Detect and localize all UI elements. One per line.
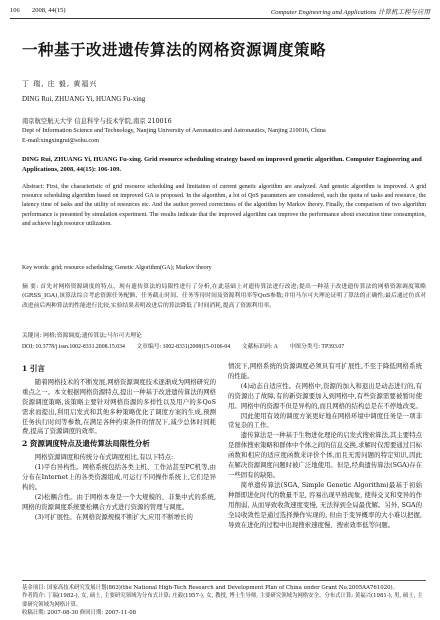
footnote <box>22 580 426 618</box>
paragraph: 简单遗传算法(SGA, Simple Genetic Algorithm)最基于初始种群即进化时代的数量不足, 容易出现早熟现象, 使得交叉和变异的作用削弱, 从而导致收敛速度变慢, 无法得到全局最优解。另外, SGA的全局收敛性是通过选择操作实现的, 但由于变异概率的大小难以把握, 导致在进化的过程中出现搜索速度慢、搜索效率低等问题。 <box>228 480 422 529</box>
document-code: 文献标识码: A <box>241 344 278 350</box>
affiliation-cn: 南京航空航天大学 信息科学与技术学院,南京 210016 <box>22 118 172 125</box>
paragraph: (4)动态自适应性。在网格中,资源的加入和退出是动态进行的,有的资源出了故障,有的新资源要加入到网格中,有些资源需要被暂时使用。网格中的资源不但是异构的,而且网格的结构总是在不停地改变。 <box>228 381 422 410</box>
paragraph: 因此使用有效的调度方案更好地在网格环境中调度任务是一项非常复杂的工作。 <box>228 411 422 430</box>
paragraph: (3)可扩展性。在网格资源规模不断扩大,应用不断增长的 <box>34 512 193 521</box>
dates-note: 收稿日期: 2007-08-30 修回日期: 2007-11-08 <box>22 610 137 617</box>
article-meta <box>22 341 426 350</box>
affiliation-en: Dept of Information Science and Technology, Nanjing University of Aeronautics and Astronautics, Nanjing 210016, China <box>22 127 326 134</box>
paragraph: 随着网格技术的不断发展,网格资源调度技术逐渐成为网格研究的重点之一。本文根据网格资源特点,提出一种基于改进遗传算法的网格资源调度策略,该策略主要针对网格资源的多样性以及用户的多QoS需求而提出,利用启发式和其他多种策略优化了调度方案的生成,预测任务执行时间等参数,在满足各种约束条件的情况下,减少总体时间耗费,提高了资源调度的效率。 <box>22 377 216 436</box>
section-heading: 1 引言 <box>22 364 45 373</box>
email: E-mail:xingxingrui@sohu.com <box>22 137 100 144</box>
volume-info: 2008, 44(15) <box>32 7 66 14</box>
section-heading: 2 资源调度特点及遗传算法局限性分析 <box>22 439 150 449</box>
paragraph: 情况下,网格系统的资源调度必须具有可扩展性,不至于降低网格系统的性能。 <box>228 362 422 380</box>
paragraph: (2)松耦合性。由于网格本身是一个大规模的、非集中式的系统,网格的资源调度系统要松耦合方式进行资源的管理与调度。 <box>22 492 216 511</box>
paragraph: 网格资源调度和传统分布式调度相比,有以下特点: <box>34 453 174 462</box>
page-number: 106 <box>10 7 20 14</box>
paragraph: 遗传算法是一种基于生物进化理论的启发式搜索算法,其主要特点是群体搜索策略和群体中个体之间的信息交换,求解时仅需要通过目标函数和相应的适应度函数来评价个体,而且无需问题的特定知识,因此在解决资源调度问题时被广泛地使用。但是,经典遗传算法(SGA)存在一些固有的缺陷。 <box>228 431 422 479</box>
article-number: 文章编号: 1002-8331(2008)15-0106-04 <box>136 344 231 350</box>
authors-en: DING Rui, ZHUANG Yi, HUANG Fu-xing <box>22 95 146 103</box>
doi: DOI: 10.3778/j.issn.1002-8331.2008.15.034 <box>22 344 125 350</box>
running-header <box>10 6 430 19</box>
keywords-cn: 关键词: 网格;资源调度;遗传算法;马尔可夫理论 <box>22 333 142 339</box>
left-column <box>22 362 216 523</box>
clc-number: 中图分类号: TP393.07 <box>289 344 345 350</box>
author-bio: 作者简介: 丁瑞(1982-), 女, 硕士, 主要研究领域为分布式计算; 庄毅(1957-), 女, 教授, 博士生导师, 主要研究领域为网格安全、分布式计算; 黄福兴(1981-), 男, 硕士, 主要研究领域为网格计算。 <box>22 593 423 608</box>
abstract-en: Abstract: First, the characteristic of grid resource scheduling and limitation of current genetic algorithm are analyzed. And genetic algorithm is improved. A grid resource scheduling algorithm based on improved GA is proposed. In the algorithm, a lot of QoS parameters are considered, such the quota of tasks and resource, the latency time of tasks and the utility of resources etc. And the author proved correctness of the algorithm by Markov theory. Finally, the comparison of two algorithm performance is presented by simulation experiment. The results indicate that the improved algorithm can improve the performance about execution time consumption, and achieve high resource utilization. <box>22 184 426 227</box>
paper-title: 一种基于改进遗传算法的网格资源调度策略 <box>22 40 327 59</box>
fund-note: 基金项目: 国家高技术研究发展计划(863)(the National High-Tech Research and Development Plan of China under Grant No.2005AA761020)。 <box>22 585 399 591</box>
abstract-cn: 摘 要: 首先对网格资源调度的特点、现有遗传算法的局限性进行了分析,在此基础上对遗传算法进行改进;提出一种基于改进遗传算法的网格资源调度策略(GRSS_IGA),该算法综合考虑资源任务配额、任务截止时间、任务等待时间及资源利用率等QoS参数;并用马尔可夫理论证明了算法的正确性;最后通过仿真对改进前后两种算法的性能进行比较,实验结果表明改进后的算法降低了时间消耗,提高了资源利用率。 <box>22 284 426 309</box>
citation: DING Rui, ZHUANG Yi, HUANG Fu-xing. Grid resource scheduling strategy based on improved genetic algorithm. Computer Engineering and Applications, 2008, 44(15): 106-109. <box>22 156 422 173</box>
keywords-en: Key words: grid; resource scheduling; Genetic Algorithm(GA); Markov theory <box>22 265 212 271</box>
authors-cn: 丁 瑞, 庄 毅, 黄福兴 <box>22 80 98 88</box>
paragraph: (1)平台异构性。网格系统包括各类主机、工作站甚至PC机等,由分布在Internet上的各类资源组成,可运行不同操作系统上,它们是异构的。 <box>22 463 216 491</box>
right-column <box>228 362 422 530</box>
journal-name: Computer Engineering and Applications 计算机工程与应用 <box>270 9 430 16</box>
